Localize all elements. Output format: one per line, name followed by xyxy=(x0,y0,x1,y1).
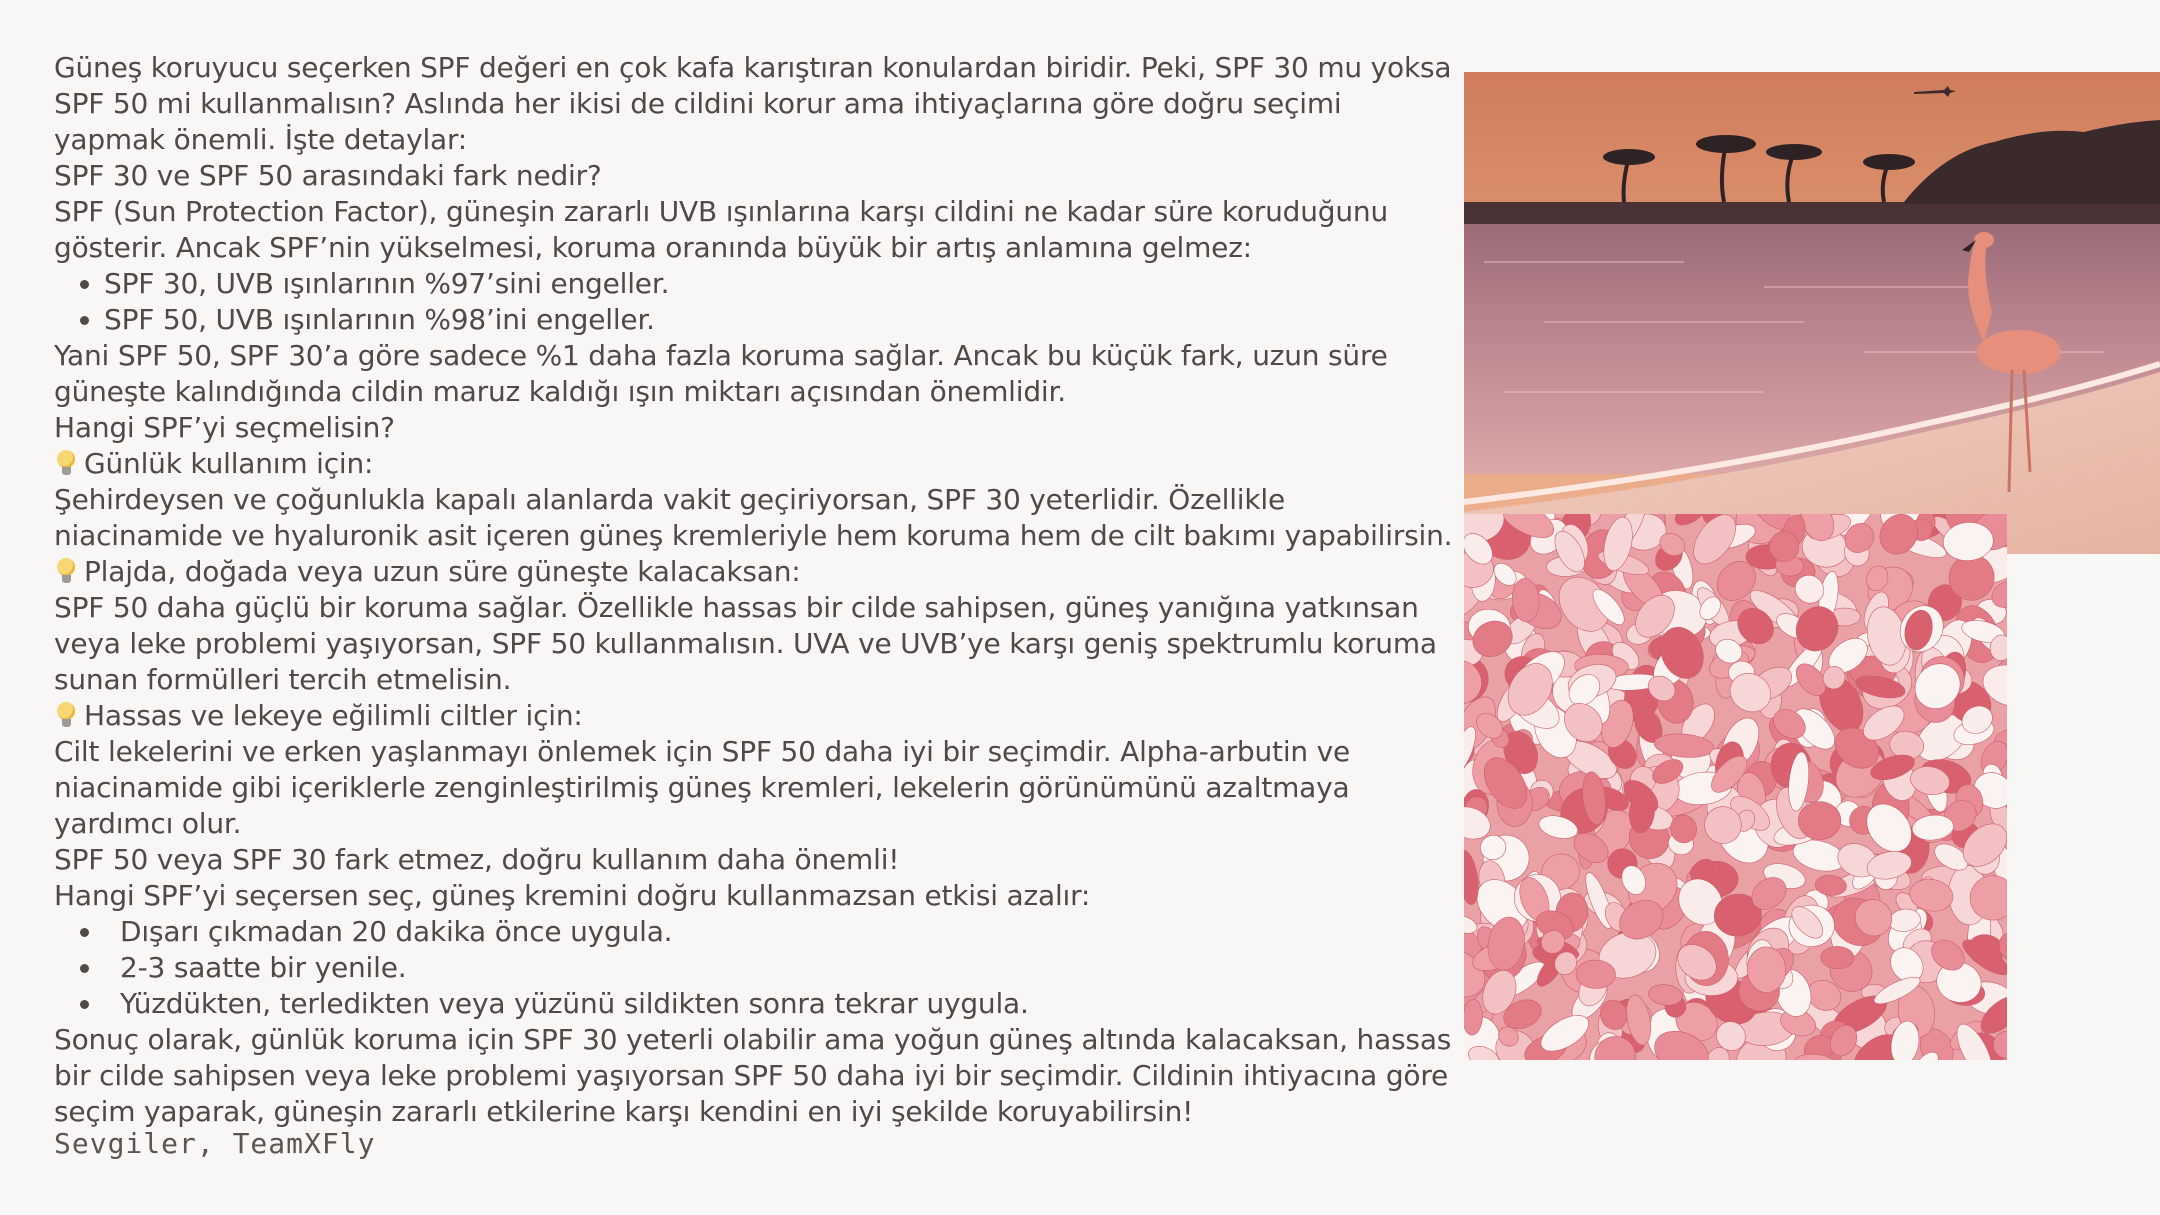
bullet-icon xyxy=(80,1000,89,1009)
list-item: Yüzdükten, terledikten veya yüzünü sildikten sonra tekrar uygula. xyxy=(54,986,1454,1022)
spf-explanation-paragraph: SPF (Sun Protection Factor), güneşin zararlı UVB ışınlarına karşı cildini ne kadar süre koruduğunu gösterir. Ancak SPF’nin yükselmesi, koruma oranında büyük bir artış anlamına gelmez: xyxy=(54,195,1389,264)
shell-shape xyxy=(1798,802,1841,840)
usage-intro: Hangi SPF’yi seçersen seç, güneş kremini doğru kullanmazsan etkisi azalır: xyxy=(54,879,1091,912)
usage-note: SPF 50 veya SPF 30 fark etmez, doğru kullanım daha önemli! xyxy=(54,843,900,876)
section-heading-choose: Hangi SPF’yi seçmelisin? xyxy=(54,411,395,444)
bullet-icon xyxy=(80,964,89,973)
signature: Sevgiler, TeamXFly xyxy=(54,1127,376,1160)
lightbulb-icon xyxy=(54,701,78,729)
difference-paragraph: Yani SPF 50, SPF 30’a göre sadece %1 daha fazla koruma sağlar. Ancak bu küçük fark, uzun süre güneşte kalındığında cildin maruz kaldığı ışın miktarı açısından önemlidir. xyxy=(54,339,1388,408)
lightbulb-icon xyxy=(54,557,78,585)
list-item: 2-3 saatte bir yenile. xyxy=(54,950,1454,986)
list-item: SPF 30, UVB ışınlarının %97’sini engeller. xyxy=(54,266,1454,302)
bullet-icon xyxy=(80,316,89,325)
article-body xyxy=(54,50,1454,1130)
section-heading-difference: SPF 30 ve SPF 50 arasındaki fark nedir? xyxy=(54,159,602,192)
shell-shape xyxy=(1821,946,1855,969)
lightbulb-icon xyxy=(54,449,78,477)
list-item: Dışarı çıkmadan 20 dakika önce uygula. xyxy=(54,914,1454,950)
uvb-block-list xyxy=(54,266,1454,338)
tip-text-daily: Şehirdeysen ve çoğunlukla kapalı alanlarda vakit geçiriyorsan, SPF 30 yeterlidir. Özellikle niacinamide ve hyaluronik asit içeren güneş kremleriyle hem koruma hem de cilt bakımı yapabilirsin. xyxy=(54,483,1453,552)
bullet-icon xyxy=(80,928,89,937)
pink-shells-photo xyxy=(1464,514,2007,1060)
bullet-icon xyxy=(80,280,89,289)
usage-tips-list xyxy=(54,914,1454,1022)
flamingo-beach-photo xyxy=(1464,72,2160,554)
shell-shape xyxy=(1769,531,1799,561)
tip-title-beach: Plajda, doğada veya uzun süre güneşte kalacaksan: xyxy=(54,554,1454,590)
conclusion-paragraph: Sonuç olarak, günlük koruma için SPF 30 yeterli olabilir ama yoğun güneş altında kalacaksan, hassas bir cilde sahipsen veya leke problemi yaşıyorsan SPF 50 daha iyi bir seçimdir. Cildinin ihtiyacına göre seçim yaparak, güneşin zararlı etkilerine karşı kendini en iyi şekilde koruyabilirsin! xyxy=(54,1023,1452,1128)
tip-text-sensitive: Cilt lekelerini ve erken yaşlanmayı önlemek için SPF 50 daha iyi bir seçimdir. Alpha-arbutin ve niacinamide gibi içeriklerle zenginleştirilmiş güneş kremleri, lekelerin görünümünü azaltmaya yardımcı olur. xyxy=(54,735,1351,840)
list-item: SPF 50, UVB ışınlarının %98’ini engeller. xyxy=(54,302,1454,338)
intro-paragraph: Güneş koruyucu seçerken SPF değeri en çok kafa karıştıran konulardan biridir. Peki, SPF 30 mu yoksa SPF 50 mi kullanmalısın? Aslında her ikisi de cildini korur ama ihtiyaçlarına göre doğru seçimi yapmak önemli. İşte detaylar: xyxy=(54,51,1452,156)
tip-title-sensitive: Hassas ve lekeye eğilimli ciltler için: xyxy=(54,698,1454,734)
tip-title-daily: Günlük kullanım için: xyxy=(54,446,1454,482)
tip-text-beach: SPF 50 daha güçlü bir koruma sağlar. Özellikle hassas bir cilde sahipsen, güneş yanığına yatkınsan veya leke problemi yaşıyorsan, SPF 50 kullanmalısın. UVA ve UVB’ye karşı geniş spektrumlu koruma sunan formülleri tercih etmelisin. xyxy=(54,591,1437,696)
